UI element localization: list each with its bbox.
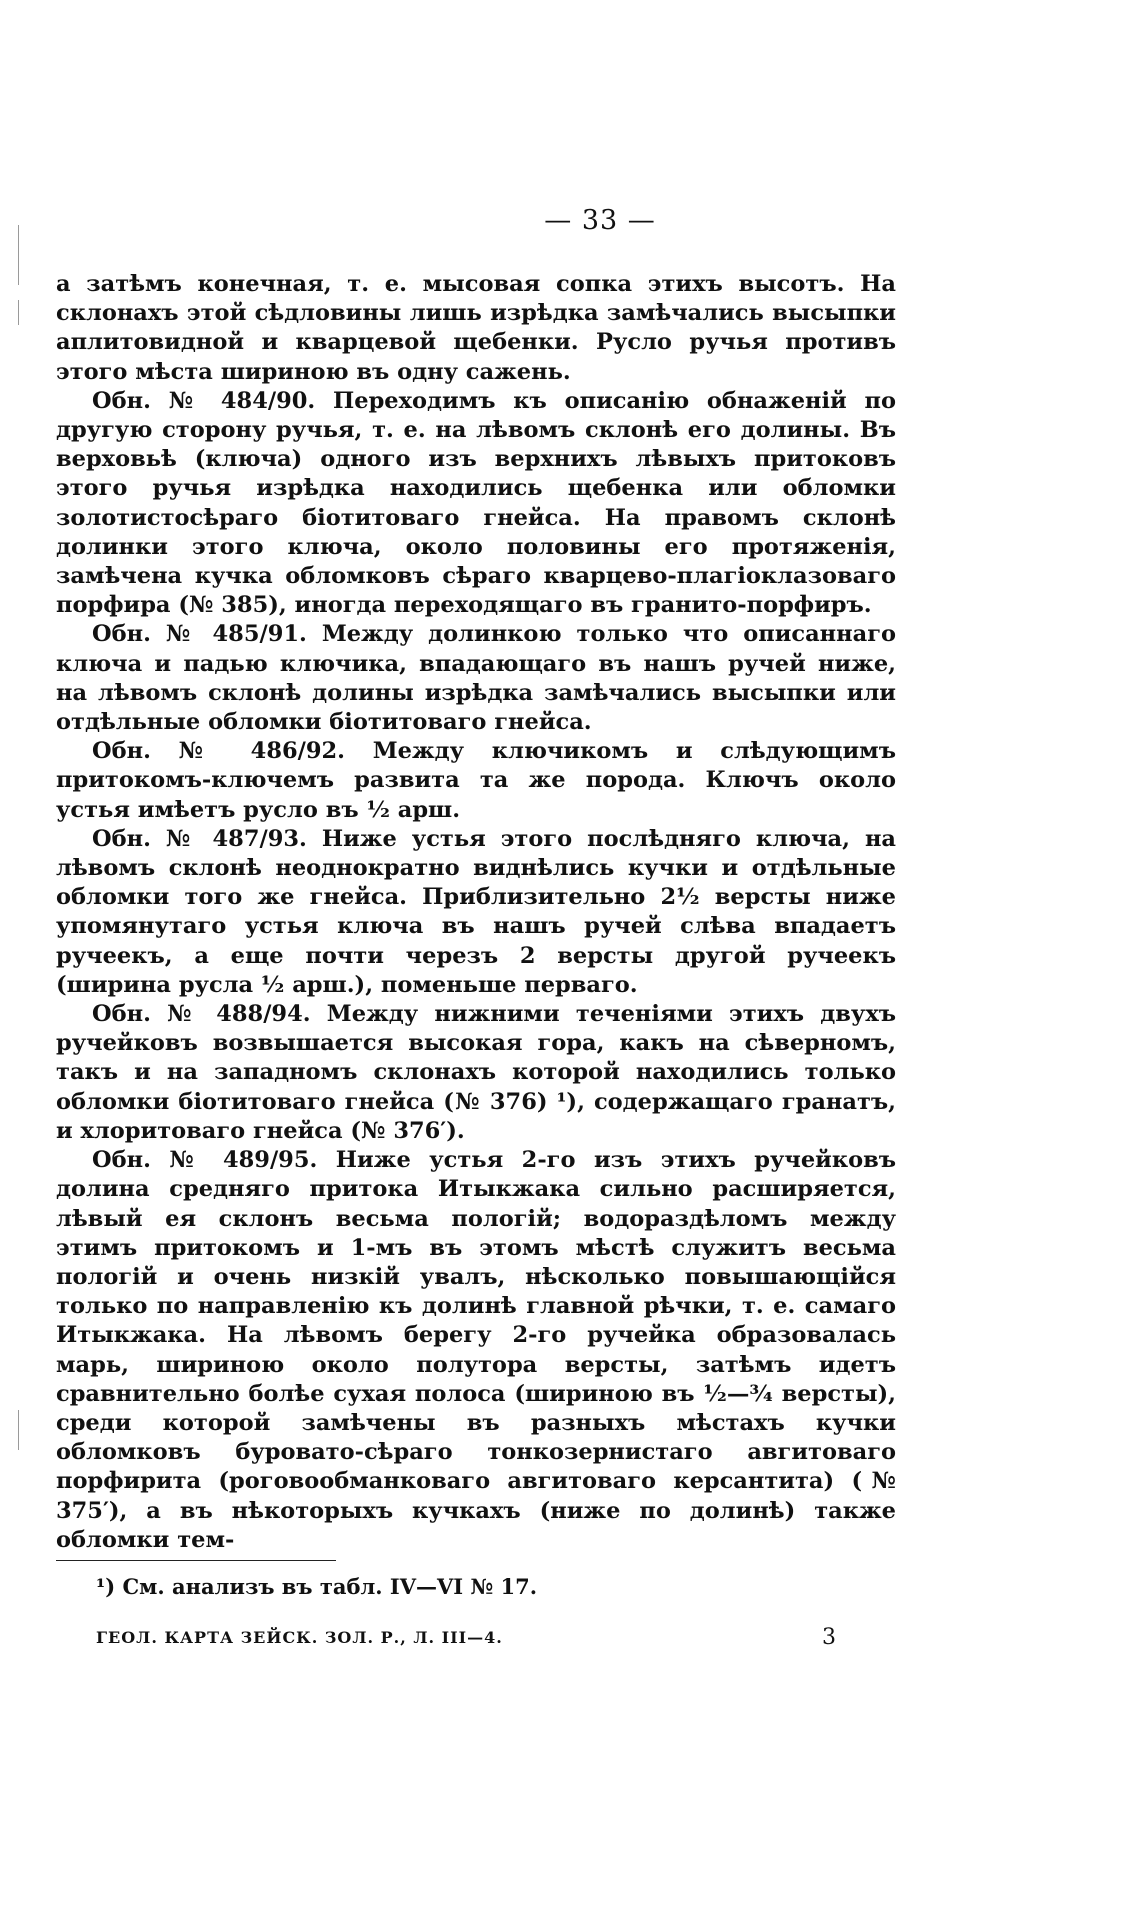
paragraph: Обн. № 489/95. Ниже устья 2-го изъ этихъ ручейковъ долина средняго притока Итыкжака сильно расширяется, лѣвый ея склонъ весьма пологій; водораздѣломъ между этимъ притокомъ и 1-мъ въ этомъ мѣстѣ служитъ весьма пологій и очень низкій увалъ, нѣсколько повышающійся только по направленію къ долинѣ главной рѣчки, т. е. самаго Итыкжака. На лѣвомъ берегу 2-го ручейка образовалась марь, шириною около полутора версты, затѣмъ идетъ сравнительно болѣе сухая полоса (шириною въ ½—¾ версты), среди которой замѣчены въ разныхъ мѣстахъ кучки обломковъ буровато-сѣраго тонкозернистаго авгитоваго порфирита (роговообманковаго авгитоваго керсантита) (№ 375′), а въ нѣкоторыхъ кучкахъ (ниже по долинѣ) также обломки тем- xyxy=(56,1147,896,1553)
scan-margin-mark xyxy=(18,300,19,325)
paragraph: Обн. № 488/94. Между нижними теченіями этихъ двухъ ручейковъ возвышается высокая гора, какъ на сѣверномъ, такъ и на западномъ склонахъ которой находились только обломки біотитоваго гнейса (№ 376) ¹), содержащаго гранатъ, и хлоритоваго гнейса (№ 376′). xyxy=(56,1001,896,1144)
footnote: ¹) См. анализъ въ табл. IV—VI № 17. xyxy=(96,1574,538,1599)
paragraph: а затѣмъ конечная, т. е. мысовая сопка этихъ высотъ. На склонахъ этой сѣдловины лишь изрѣдка замѣчались высыпки аплитовидной и кварцевой щебенки. Русло ручья противъ этого мѣста шириною въ одну сажень. xyxy=(56,271,896,385)
page-number: — 33 — xyxy=(544,205,656,236)
paragraph: Обн. № 485/91. Между долинкою только что описаннаго ключа и падью ключика, впадающаго въ нашъ ручей ниже, на лѣвомъ склонѣ долины изрѣдка замѣчались высыпки или отдѣльные обломки біотитоваго гнейса. xyxy=(56,621,896,736)
paragraph: Обн. № 484/90. Переходимъ къ описанію обнаженій по другую сторону ручья, т. е. на лѣвомъ склонѣ его долины. Въ верховьѣ (ключа) одного изъ верхнихъ лѣвыхъ притоковъ этого ручья изрѣдка находились щебенка или обломки золотистосѣраго біотитоваго гнейса. На правомъ склонѣ долинки этого ключа, около половины его протяженія, замѣчена кучка обломковъ сѣраго кварцево-плагіоклазоваго порфира (№ 385), иногда переходящаго въ гранито-порфиръ. xyxy=(56,387,896,619)
signature-mark: ГЕОЛ. КАРТА ЗЕЙСК. ЗОЛ. Р., Л. III—4. xyxy=(96,1628,503,1647)
footnote-divider xyxy=(56,1560,336,1561)
paragraph: Обн. № 487/93. Ниже устья этого послѣдняго ключа, на лѣвомъ склонѣ неоднократно виднѣлись кучки и отдѣльные обломки того же гнейса. Приблизительно 2½ версты ниже упомянутаго устья ключа въ нашъ ручей слѣва впадаетъ ручеекъ, а еще почти черезъ 2 версты другой ручеекъ (ширина русла ½ арш.), поменьше перваго. xyxy=(56,825,896,998)
paragraph: Обн. № 486/92. Между ключикомъ и слѣдующимъ притокомъ-ключемъ развита та же порода. Ключъ около устья имѣетъ русло въ ½ арш. xyxy=(56,738,896,823)
scan-margin-mark xyxy=(18,1410,19,1450)
body-text xyxy=(56,270,896,1555)
signature-number: 3 xyxy=(822,1625,836,1650)
